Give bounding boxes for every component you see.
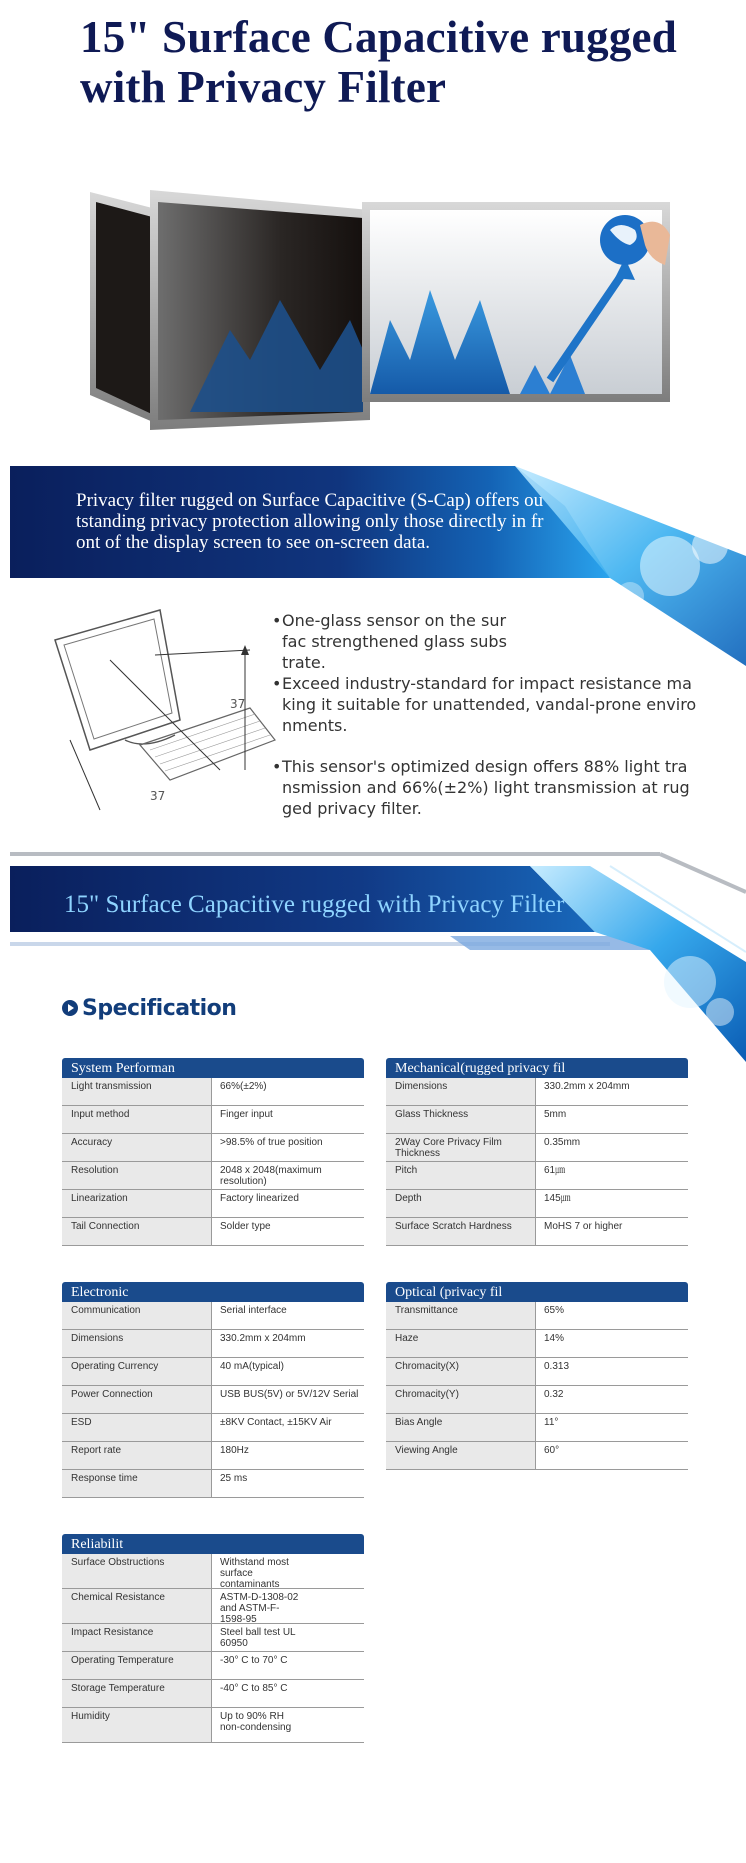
row-label: Humidity — [62, 1708, 212, 1742]
row-value: 66%(±2%) — [220, 1081, 267, 1092]
row-label: Depth — [386, 1190, 536, 1217]
table-header: Electronic — [62, 1282, 364, 1302]
dimension-right-label: 37 — [230, 697, 246, 711]
table-row — [62, 1414, 364, 1442]
row-label: Transmittance — [386, 1302, 536, 1329]
electronic-table — [62, 1282, 364, 1498]
row-label: Operating Temperature — [62, 1652, 212, 1679]
row-label: Light transmission — [62, 1078, 212, 1105]
row-label: Operating Currency — [62, 1358, 212, 1385]
row-value: 14% — [544, 1333, 565, 1344]
row-label: Response time — [62, 1470, 212, 1497]
row-label: Report rate — [62, 1442, 212, 1469]
row-value: -30° C to 70° C — [220, 1655, 288, 1666]
row-value: 25 ms — [220, 1473, 248, 1484]
table-row — [386, 1414, 688, 1442]
table-row — [62, 1708, 364, 1743]
table-row — [62, 1190, 364, 1218]
row-label: Power Connection — [62, 1386, 212, 1413]
table-row — [62, 1386, 364, 1414]
table-row — [386, 1162, 688, 1190]
optical-table — [386, 1282, 688, 1470]
system-performance-table — [62, 1058, 364, 1246]
table-row — [386, 1386, 688, 1414]
dimension-bottom-label: 37 — [150, 789, 166, 803]
row-label: Glass Thickness — [386, 1106, 536, 1133]
table-header: Mechanical(rugged privacy fil — [386, 1058, 688, 1078]
table-row — [62, 1680, 364, 1708]
row-value: 145㎛ — [544, 1193, 571, 1204]
table-row — [386, 1078, 688, 1106]
table-row — [62, 1162, 364, 1190]
row-label: Tail Connection — [62, 1218, 212, 1245]
monitor-keyboard-illustration — [50, 600, 280, 830]
row-value: 0.32 — [544, 1389, 564, 1400]
row-value: Steel ball test UL 60950 — [220, 1627, 296, 1649]
product-banner-background — [10, 852, 746, 1062]
feature-item: • This sensor's optimized design offers 88% light transmission and 66%(±2%) light transmission at rugged privacy filter. — [272, 756, 697, 819]
row-value: 0.35mm — [544, 1137, 581, 1148]
privacy-banner-text: Privacy filter rugged on Surface Capacitive (S-Cap) offers outstanding privacy protection allowing only those directly in front of the display screen to see on-screen data. — [76, 490, 544, 553]
table-row — [62, 1218, 364, 1246]
table-row — [62, 1624, 364, 1652]
table-row — [386, 1442, 688, 1470]
row-value: 5mm — [544, 1109, 567, 1120]
reliability-table — [62, 1534, 364, 1743]
row-value: Finger input — [220, 1109, 273, 1120]
hero-monitors-image — [80, 180, 680, 440]
table-header: System Performan — [62, 1058, 364, 1078]
row-value: -40° C to 85° C — [220, 1683, 288, 1694]
page-title: 15" Surface Capacitive rugged with Privacy Filter — [80, 12, 677, 112]
row-label: Bias Angle — [386, 1414, 536, 1441]
table-row — [62, 1134, 364, 1162]
table-row — [386, 1134, 688, 1162]
specification-heading — [62, 993, 236, 1023]
row-label: Accuracy — [62, 1134, 212, 1161]
table-row — [62, 1554, 364, 1589]
table-row — [386, 1190, 688, 1218]
row-label: Linearization — [62, 1190, 212, 1217]
table-row — [62, 1652, 364, 1680]
table-row — [386, 1302, 688, 1330]
row-label: 2Way Core Privacy Film Thickness — [386, 1134, 536, 1161]
row-label: Haze — [386, 1330, 536, 1357]
mechanical-table — [386, 1058, 688, 1246]
row-label: Impact Resistance — [62, 1624, 212, 1651]
row-value: Factory linearized — [220, 1193, 299, 1204]
table-row — [386, 1218, 688, 1246]
feature-item: • One-glass sensor on the surfac strengthened glass substrate. — [272, 610, 510, 673]
table-row — [62, 1078, 364, 1106]
feature-list — [272, 610, 702, 819]
row-label: Resolution — [62, 1162, 212, 1189]
row-value: 40 mA(typical) — [220, 1361, 284, 1372]
row-value: USB BUS(5V) or 5V/12V Serial — [220, 1389, 359, 1400]
row-label: Chromacity(X) — [386, 1358, 536, 1385]
table-row — [62, 1589, 364, 1624]
row-value: 60° — [544, 1445, 560, 1456]
row-value: 65% — [544, 1305, 565, 1316]
row-label: Chromacity(Y) — [386, 1386, 536, 1413]
row-label: Storage Temperature — [62, 1680, 212, 1707]
row-label: Communication — [62, 1302, 212, 1329]
row-value: 0.313 — [544, 1361, 570, 1372]
table-row — [62, 1358, 364, 1386]
feature-item: • Exceed industry-standard for impact resistance making it suitable for unattended, vandal-prone environments. — [272, 673, 697, 736]
row-value: ASTM-D-1308-02 and ASTM-F-1598-95 — [220, 1592, 299, 1623]
row-value: 330.2mm x 204mm — [220, 1333, 306, 1344]
row-label: Chemical Resistance — [62, 1589, 212, 1623]
table-row — [386, 1330, 688, 1358]
product-banner-title: 15" Surface Capacitive rugged with Privacy Filter — [64, 891, 565, 918]
table-row — [62, 1470, 364, 1498]
row-value: 180Hz — [220, 1445, 249, 1456]
table-header: Reliabilit — [62, 1534, 364, 1554]
table-row — [386, 1106, 688, 1134]
row-value: >98.5% of true position — [220, 1137, 323, 1148]
row-label: Surface Scratch Hardness — [386, 1218, 536, 1245]
row-value: MoHS 7 or higher — [544, 1221, 623, 1232]
row-value: 11° — [544, 1417, 559, 1428]
row-value: ±8KV Contact, ±15KV Air — [220, 1417, 332, 1428]
arrow-circle-icon — [62, 1000, 78, 1016]
row-label: Viewing Angle — [386, 1442, 536, 1469]
row-label: Input method — [62, 1106, 212, 1133]
table-header: Optical (privacy fil — [386, 1282, 688, 1302]
table-row — [386, 1358, 688, 1386]
row-label: Pitch — [386, 1162, 536, 1189]
row-value: Serial interface — [220, 1305, 287, 1316]
table-row — [62, 1330, 364, 1358]
row-value: Withstand most surface contaminants — [220, 1557, 289, 1588]
row-value: 330.2mm x 204mm — [544, 1081, 630, 1092]
row-label: Dimensions — [62, 1330, 212, 1357]
row-value: Up to 90% RH non-condensing — [220, 1711, 292, 1733]
row-value: 2048 x 2048(maximum resolution) — [220, 1165, 322, 1187]
row-label: Dimensions — [386, 1078, 536, 1105]
specification-title: Specification — [82, 995, 237, 1021]
row-value: Solder type — [220, 1221, 271, 1232]
table-row — [62, 1106, 364, 1134]
row-label: ESD — [62, 1414, 212, 1441]
row-value: 61㎛ — [544, 1165, 566, 1176]
row-label: Surface Obstructions — [62, 1554, 212, 1588]
table-row — [62, 1302, 364, 1330]
table-row — [62, 1442, 364, 1470]
